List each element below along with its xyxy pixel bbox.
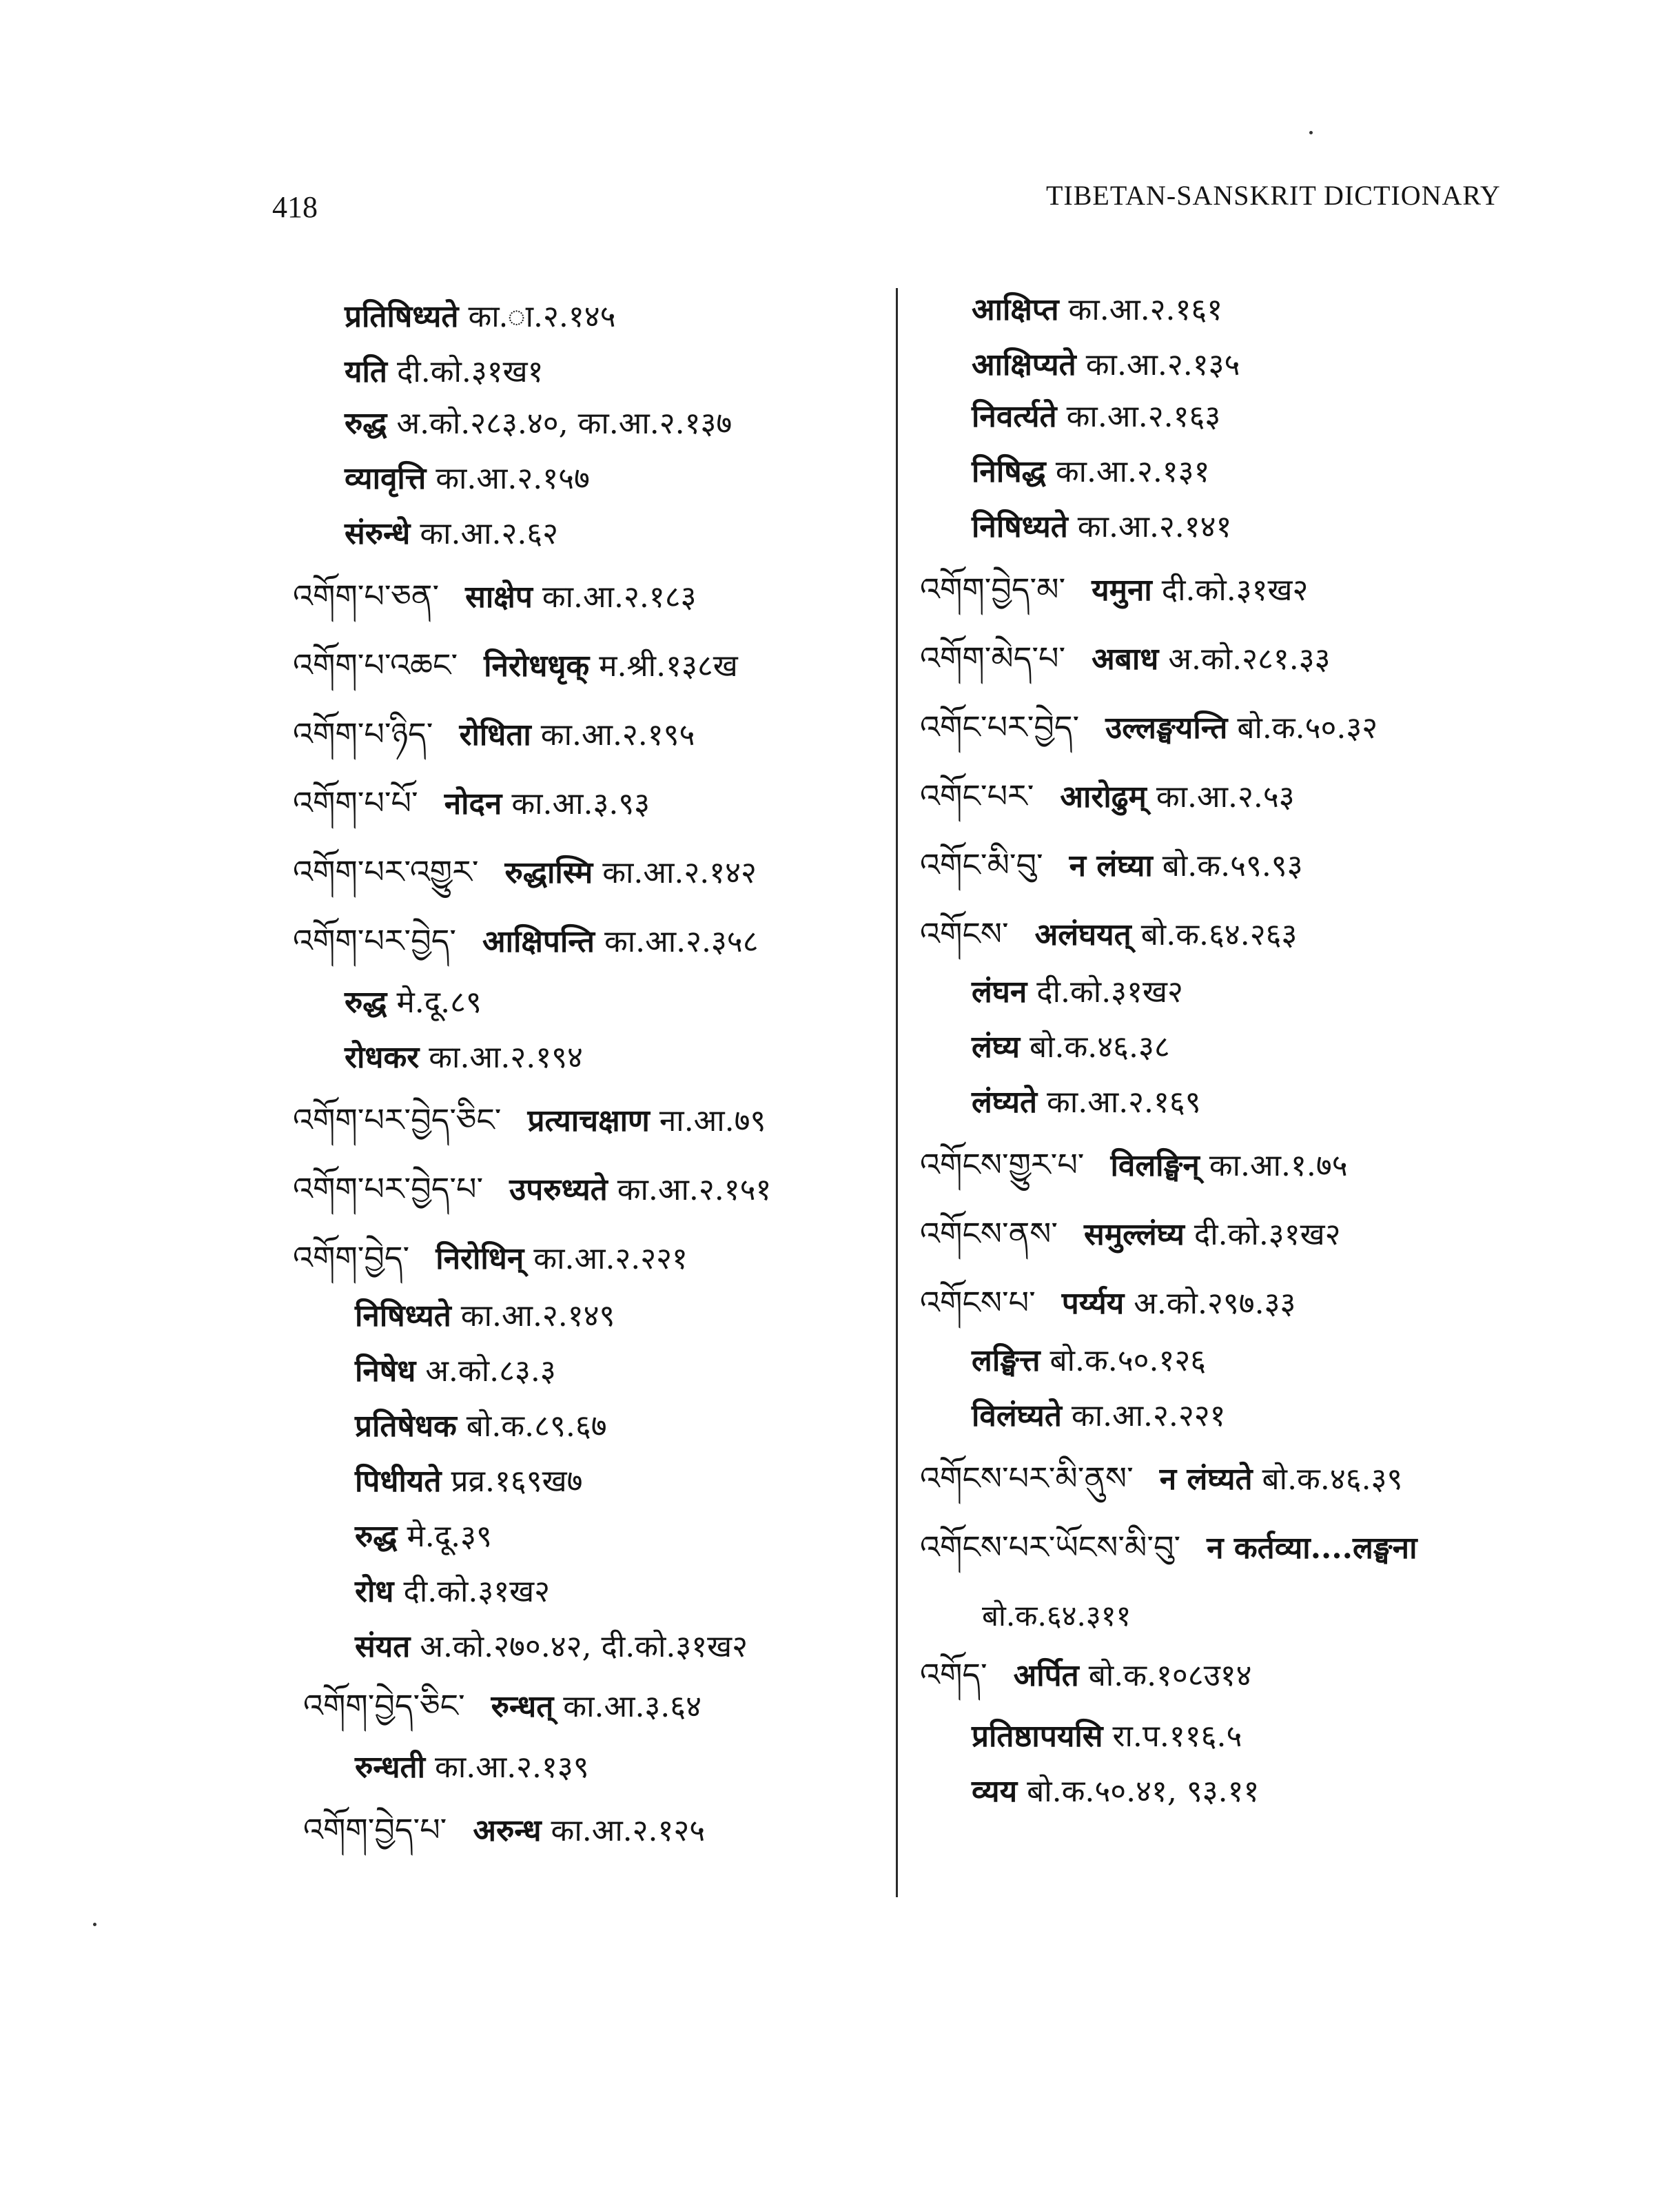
sanskrit-term: निषिद्ध <box>972 454 1046 489</box>
dict-entry <box>293 1099 766 1142</box>
tibetan-headword: འགོག་པ་ཉིད་ <box>293 715 433 753</box>
sanskrit-term: रोध <box>355 1574 394 1609</box>
sanskrit-term: आक्षिपन्ति <box>482 924 595 959</box>
sanskrit-term: लङ्घित्त <box>972 1343 1041 1378</box>
dict-entry <box>345 982 482 1023</box>
dict-entry <box>293 713 695 756</box>
dict-entry <box>355 1626 748 1668</box>
tibetan-headword: འགོང་པར་བྱེད་ <box>920 708 1080 746</box>
tibetan-headword: འགོག་བྱེད་ཅིང་ <box>303 1687 465 1724</box>
source-reference: का.आ.२.१५७ <box>436 461 590 496</box>
sanskrit-term: लंघ्य <box>972 1030 1020 1065</box>
dict-entry <box>345 296 616 338</box>
tibetan-headword: འགོངས་པ་ <box>920 1284 1036 1321</box>
dict-entry <box>972 345 1240 386</box>
dict-entry <box>920 913 1297 956</box>
sanskrit-term: निषिध्यते <box>355 1298 451 1333</box>
dict-entry <box>972 1340 1206 1382</box>
sanskrit-term: संरुन्धे <box>345 516 411 551</box>
sanskrit-term: लंघन <box>972 974 1027 1010</box>
source-reference: बो.क.४६.३९ <box>1262 1462 1403 1497</box>
dict-entry <box>355 1406 607 1447</box>
source-reference: का.आ.२.२२१ <box>1071 1398 1226 1433</box>
sanskrit-term: पर्य्यय <box>1061 1286 1125 1321</box>
sanskrit-term: अबाध <box>1092 642 1159 677</box>
tibetan-headword: འགོག་བྱེད་མ་ <box>920 571 1066 608</box>
dict-entry <box>293 644 738 687</box>
sanskrit-term: नोदन <box>444 786 502 821</box>
scan-speck <box>1309 131 1313 134</box>
tibetan-headword: འགོག་པར་བྱེད་ཅིང་ <box>293 1101 502 1138</box>
dict-entry <box>345 458 590 500</box>
sanskrit-term: उपरुध्यते <box>509 1172 608 1207</box>
source-reference: का.आ.२.२२१ <box>533 1241 688 1276</box>
source-reference: का.आ.२.१९४ <box>429 1040 583 1075</box>
dict-entry <box>355 1747 589 1788</box>
dict-entry <box>972 507 1231 548</box>
dict-entry <box>355 1516 492 1557</box>
source-reference: बो.क.६४.३११ <box>982 1599 1131 1633</box>
sanskrit-term: निरोधिन् <box>436 1241 524 1276</box>
sanskrit-term: अलंघयत् <box>1034 917 1131 952</box>
source-reference: बो.क.५९.९३ <box>1162 848 1303 883</box>
source-reference: का.आ.२.१४९ <box>460 1298 615 1333</box>
source-reference: अ.को.२७०.४२, दी.को.३१ख२ <box>420 1629 748 1664</box>
source-reference: बो.क.६४.२६३ <box>1140 917 1298 952</box>
sanskrit-term: आक्षिप्त <box>972 292 1059 327</box>
dict-entry <box>972 1771 1259 1812</box>
sanskrit-term: रुद्ध <box>345 406 387 441</box>
sanskrit-term: निवर्त्यते <box>972 399 1057 434</box>
source-reference: का.आ.३.९३ <box>511 786 651 821</box>
tibetan-headword: འགོག་པ་འཆང་ <box>293 646 458 684</box>
dict-entry-continuation <box>982 1595 1131 1637</box>
source-reference: ना.आ.७९ <box>659 1103 766 1138</box>
sanskrit-term: निषेध <box>355 1353 416 1389</box>
sanskrit-term: यमुना <box>1092 573 1152 608</box>
tibetan-headword: འགོག་པར་བྱེད་པ་ <box>293 1170 484 1207</box>
dict-entry <box>293 782 650 825</box>
dict-entry <box>345 351 544 393</box>
source-reference: प्रव्र.१६९ख७ <box>451 1464 583 1499</box>
dict-entry <box>293 1168 771 1211</box>
dict-entry <box>920 569 1308 611</box>
source-reference: का.आ.२.५३ <box>1156 779 1295 815</box>
dict-entry <box>972 972 1183 1013</box>
dict-entry <box>972 1027 1170 1068</box>
source-reference: मे.दू.८९ <box>396 985 482 1020</box>
dict-entry <box>920 706 1377 749</box>
sanskrit-term: आरोढुम् <box>1060 779 1147 815</box>
source-reference: अ.को.८३.३ <box>425 1353 556 1389</box>
tibetan-headword: འགོད་ <box>920 1656 987 1693</box>
sanskrit-term: प्रतिषेधक <box>355 1409 457 1444</box>
dict-entry <box>303 1685 701 1728</box>
sanskrit-term: लंघ्यते <box>972 1085 1038 1120</box>
dict-entry <box>972 396 1220 438</box>
column-rule <box>896 288 898 1897</box>
source-reference: म.श्री.१३८ख <box>599 648 738 684</box>
sanskrit-term: न लंघ्या <box>1069 848 1153 883</box>
source-reference: बो.क.५०.३२ <box>1237 711 1378 746</box>
sanskrit-term: रोधकर <box>345 1040 420 1075</box>
scan-speck <box>93 1923 96 1926</box>
tibetan-headword: འགོངས་པར་ཡོངས་མི་བུ་ <box>920 1529 1181 1566</box>
tibetan-headword: འགོག་མེད་པ་ <box>920 640 1066 677</box>
sanskrit-term: न कर्तव्या....लङ्घना <box>1207 1531 1417 1566</box>
tibetan-headword: འགོག་པ་ཅན་ <box>293 578 440 615</box>
sanskrit-term: न लंघ्यते <box>1159 1462 1253 1497</box>
dict-entry <box>345 513 558 555</box>
tibetan-headword: འགོང་མི་བུ་ <box>920 846 1043 883</box>
source-reference: का.आ.२.१६१ <box>1068 292 1223 327</box>
source-reference: का.आ.२.१४२ <box>602 855 757 890</box>
dict-entry <box>920 1282 1295 1325</box>
dict-entry <box>972 451 1209 493</box>
dict-entry <box>920 1144 1348 1187</box>
source-reference: बो.क.५०.१२६ <box>1049 1343 1207 1378</box>
source-reference: रा.प.११६.५ <box>1112 1719 1242 1754</box>
dict-entry <box>920 1654 1252 1697</box>
dict-entry <box>303 1809 705 1852</box>
sanskrit-term: समुल्लंघ्य <box>1084 1217 1185 1252</box>
source-reference: का.आ.२.३५८ <box>604 924 759 959</box>
sanskrit-term: रुद्धास्मि <box>504 855 593 890</box>
source-reference: का.आ.३.६४ <box>563 1689 702 1724</box>
source-reference: का.आ.२.१४१ <box>1077 509 1232 544</box>
source-reference: बो.क.५०.४१, ९३.११ <box>1027 1774 1260 1809</box>
dict-entry <box>355 1461 582 1502</box>
dict-entry <box>920 1526 1426 1569</box>
source-reference: का.आ.२.१३१ <box>1055 454 1210 489</box>
sanskrit-term: अरुन्ध <box>473 1813 542 1848</box>
sanskrit-term: व्यय <box>972 1774 1018 1809</box>
sanskrit-term: व्यावृत्ति <box>345 461 427 496</box>
sanskrit-term: रुन्धत् <box>491 1689 554 1724</box>
sanskrit-term: निषिध्यते <box>972 509 1068 544</box>
source-reference: अ.को.२८३.४०, का.आ.२.१३७ <box>396 406 733 441</box>
source-reference: का.आ.२.१८३ <box>542 580 697 615</box>
source-reference: का.आ.२.१९५ <box>540 717 695 753</box>
tibetan-headword: འགོག་པ་པོ་ <box>293 784 418 821</box>
source-reference: का.आ.२.१२५ <box>551 1813 706 1848</box>
source-reference: बो.क.४६.३८ <box>1029 1030 1170 1065</box>
page-number: 418 <box>272 190 318 224</box>
source-reference: का.ा.२.१४५ <box>468 299 616 334</box>
dict-entry <box>355 1296 615 1337</box>
tibetan-headword: འགོག་བྱེད་ <box>293 1239 410 1276</box>
dict-entry <box>972 1396 1226 1437</box>
sanskrit-term: साक्षेप <box>465 580 533 615</box>
sanskrit-term: आक्षिप्यते <box>972 347 1076 382</box>
dict-entry <box>920 844 1303 887</box>
source-reference: का.आ.२.१३९ <box>435 1750 589 1785</box>
dict-entry <box>972 1716 1242 1757</box>
source-reference: मे.दू.३९ <box>407 1519 492 1554</box>
dict-entry <box>920 1458 1402 1500</box>
dict-entry <box>293 575 696 618</box>
dict-entry <box>920 637 1331 680</box>
sanskrit-term: संयत <box>355 1629 411 1664</box>
sanskrit-term: प्रत्याचक्षाण <box>527 1103 650 1138</box>
source-reference: का.आ.२.१६९ <box>1047 1085 1201 1120</box>
source-reference: दी.को.३१ख२ <box>1036 974 1183 1010</box>
source-reference: का.आ.२.१६३ <box>1066 399 1221 434</box>
tibetan-headword: འགོངས་གྱུར་པ་ <box>920 1146 1085 1183</box>
source-reference: का.आ.१.७५ <box>1209 1148 1348 1183</box>
dict-entry <box>345 403 732 444</box>
source-reference: का.आ.२.६२ <box>420 516 559 551</box>
source-reference: का.आ.२.१३५ <box>1085 347 1240 382</box>
running-head: TIBETAN-SANSKRIT DICTIONARY <box>1046 180 1501 211</box>
sanskrit-term: पिधीयते <box>355 1464 442 1499</box>
tibetan-headword: འགོང་པར་ <box>920 777 1034 815</box>
dict-entry <box>355 1351 556 1392</box>
tibetan-headword: འགོག་བྱེད་པ་ <box>303 1811 447 1848</box>
tibetan-headword: འགོག་པར་བྱེད་ <box>293 922 456 959</box>
dict-entry <box>355 1571 550 1613</box>
source-reference: दी.को.३१ख२ <box>1194 1217 1341 1252</box>
dict-entry <box>972 289 1222 331</box>
sanskrit-term: विलङ्घिन् <box>1110 1148 1200 1183</box>
source-reference: अ.को.२९७.३३ <box>1134 1286 1296 1321</box>
tibetan-headword: འགོངས་ནས་ <box>920 1215 1058 1252</box>
tibetan-headword: འགོངས་པར་མི་ནུས་ <box>920 1460 1134 1497</box>
dict-entry <box>972 1082 1201 1123</box>
dict-entry <box>920 775 1295 818</box>
sanskrit-term: विलंघ्यते <box>972 1398 1062 1433</box>
dict-entry <box>293 851 757 894</box>
sanskrit-term: प्रतिषिध्यते <box>345 299 459 334</box>
tibetan-headword: འགོག་པར་འགྱུར་ <box>293 853 479 890</box>
sanskrit-term: रुन्धती <box>355 1750 426 1785</box>
dict-entry <box>920 1213 1340 1256</box>
sanskrit-term: रुद्ध <box>355 1519 398 1554</box>
dict-entry <box>345 1037 583 1079</box>
sanskrit-term: अर्पित <box>1013 1658 1079 1693</box>
sanskrit-term: उल्लङ्घयन्ति <box>1105 711 1228 746</box>
sanskrit-term: रुद्ध <box>345 985 387 1020</box>
source-reference: बो.क.८९.६७ <box>466 1409 607 1444</box>
source-reference: अ.को.२८१.३३ <box>1168 642 1331 677</box>
source-reference: दी.को.३१ख१ <box>397 354 544 389</box>
dict-entry <box>293 920 759 963</box>
source-reference: दी.को.३१ख२ <box>1161 573 1309 608</box>
source-reference: बो.क.१०८उ१४ <box>1088 1658 1252 1693</box>
sanskrit-term: निरोधधृक् <box>484 648 590 684</box>
sanskrit-term: यति <box>345 354 387 389</box>
source-reference: दी.को.३१ख२ <box>403 1574 551 1609</box>
sanskrit-term: प्रतिष्ठापयसि <box>972 1719 1103 1754</box>
source-reference: का.आ.२.१५१ <box>617 1172 772 1207</box>
tibetan-headword: འགོངས་ <box>920 915 1009 952</box>
sanskrit-term: रोधिता <box>459 717 531 753</box>
dict-entry <box>293 1237 688 1280</box>
